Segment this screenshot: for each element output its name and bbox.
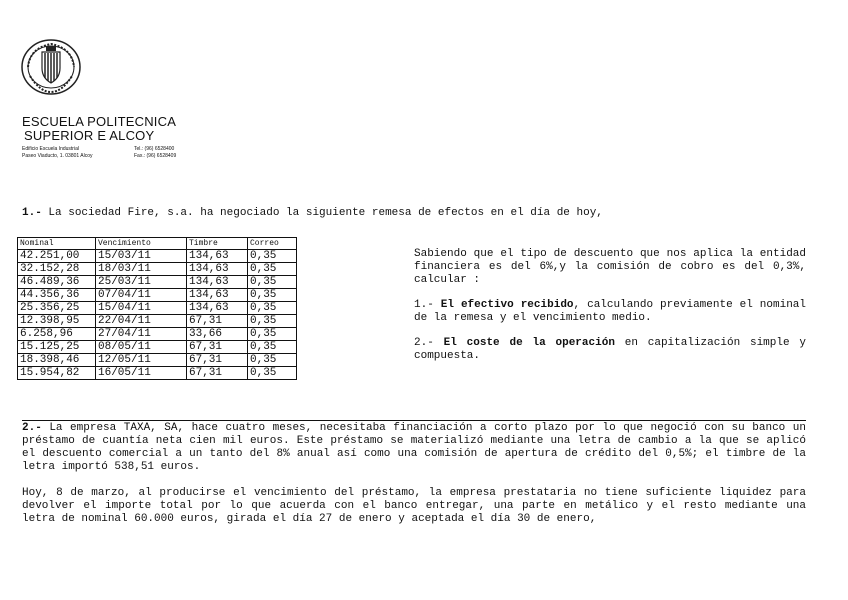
table-cell: 25.356,25 bbox=[18, 302, 96, 315]
table-cell: 15.125,25 bbox=[18, 341, 96, 354]
table-cell: 32.152,28 bbox=[18, 263, 96, 276]
table-cell: 0,35 bbox=[248, 328, 297, 341]
table-cell: 15.954,82 bbox=[18, 367, 96, 380]
problem-text: La sociedad Fire, s.a. ha negociado la siguiente remesa de efectos en el día de hoy, bbox=[41, 207, 603, 219]
table-cell: 08/05/11 bbox=[96, 341, 187, 354]
table-cell: 15/04/11 bbox=[96, 302, 187, 315]
problem-number: 2.- bbox=[22, 422, 42, 434]
question-text: , calculando previamente el nominal de la remesa y el vencimiento medio. bbox=[414, 299, 806, 324]
address-line: Paseo Viaducto, 1. 03801 Alcoy bbox=[22, 153, 93, 159]
table-cell: 0,35 bbox=[248, 341, 297, 354]
column-header-vencimiento: Vencimiento bbox=[96, 238, 187, 250]
table-cell: 12/05/11 bbox=[96, 354, 187, 367]
table-cell: 0,35 bbox=[248, 354, 297, 367]
problem1-questions bbox=[414, 248, 806, 375]
table-row bbox=[18, 276, 297, 289]
column-header-nominal: Nominal bbox=[18, 238, 96, 250]
table-row bbox=[18, 263, 297, 276]
table-row bbox=[18, 302, 297, 315]
problem2-paragraph-1 bbox=[22, 422, 806, 474]
problem1-intro bbox=[22, 207, 603, 219]
table-cell: 44.356,36 bbox=[18, 289, 96, 302]
table-cell: 18.398,46 bbox=[18, 354, 96, 367]
table-cell: 67,31 bbox=[187, 341, 248, 354]
university-seal-logo bbox=[20, 38, 82, 96]
table-cell: 0,35 bbox=[248, 289, 297, 302]
table-cell: 134,63 bbox=[187, 250, 248, 263]
column-header-timbre: Timbre bbox=[187, 238, 248, 250]
problem2 bbox=[22, 422, 806, 539]
table-cell: 0,35 bbox=[248, 302, 297, 315]
table-cell: 16/05/11 bbox=[96, 367, 187, 380]
table-cell: 15/03/11 bbox=[96, 250, 187, 263]
address-block bbox=[22, 146, 93, 160]
question-number: 1.- bbox=[414, 299, 434, 311]
table-cell: 134,63 bbox=[187, 289, 248, 302]
school-name bbox=[22, 115, 176, 143]
table-cell: 27/04/11 bbox=[96, 328, 187, 341]
table-cell: 0,35 bbox=[248, 250, 297, 263]
school-name-line1: ESCUELA POLITECNICA bbox=[22, 114, 177, 129]
table-row bbox=[18, 315, 297, 328]
table-cell: 22/04/11 bbox=[96, 315, 187, 328]
address-line: Edificio Escuela Industrial bbox=[22, 146, 79, 152]
contact-block bbox=[134, 146, 176, 160]
table-cell: 0,35 bbox=[248, 276, 297, 289]
table-body bbox=[18, 250, 297, 380]
table-row bbox=[18, 328, 297, 341]
problem-text: La empresa TAXA, SA, hace cuatro meses, necesitaba financiación a corto plazo por lo que negoció con su banco un préstamo de cuantía neta cien mil euros. Este préstamo se materializó mediante una letra de cambio a la que se aplicó el descuento comercial a un tanto del 8% anual así como una comisión de apertura de crédito del 0,5%; el timbre de la letra importó 538,51 euros. bbox=[22, 422, 806, 473]
question-title: El coste de la operación bbox=[443, 337, 615, 349]
table-row bbox=[18, 289, 297, 302]
table-header-row bbox=[18, 238, 297, 250]
question-1 bbox=[414, 299, 806, 325]
table-row bbox=[18, 341, 297, 354]
table-row bbox=[18, 367, 297, 380]
question-number: 2.- bbox=[414, 337, 434, 349]
given-data: Sabiendo que el tipo de descuento que nos aplica la entidad financiera es del 6%,y la comisión de cobro es del 0,3%, calcular : bbox=[414, 248, 806, 286]
table-cell: 67,31 bbox=[187, 354, 248, 367]
table-cell: 12.398,95 bbox=[18, 315, 96, 328]
section-divider bbox=[22, 420, 806, 421]
table-cell: 134,63 bbox=[187, 302, 248, 315]
table-cell: 134,63 bbox=[187, 263, 248, 276]
table-cell: 07/04/11 bbox=[96, 289, 187, 302]
table-cell: 25/03/11 bbox=[96, 276, 187, 289]
table-row bbox=[18, 250, 297, 263]
table-cell: 67,31 bbox=[187, 315, 248, 328]
remittance-table bbox=[17, 237, 297, 380]
table-cell: 0,35 bbox=[248, 367, 297, 380]
table-cell: 0,35 bbox=[248, 263, 297, 276]
table-cell: 46.489,36 bbox=[18, 276, 96, 289]
table-row bbox=[18, 354, 297, 367]
table-cell: 18/03/11 bbox=[96, 263, 187, 276]
phone-line: Tel.: (96) 6528400 bbox=[134, 146, 175, 152]
column-header-correo: Correo bbox=[248, 238, 297, 250]
table-cell: 6.258,96 bbox=[18, 328, 96, 341]
table-cell: 67,31 bbox=[187, 367, 248, 380]
problem2-paragraph-2: Hoy, 8 de marzo, al producirse el vencimiento del préstamo, la empresa prestataria no tiene suficiente liquidez para devolver el importe total por lo que acuerda con el banco entregar, una parte en metálico y el resto mediante una letra de nominal 60.000 euros, girada el día 27 de enero y aceptada el día 30 de enero, bbox=[22, 487, 806, 525]
question-title: El efectivo recibido bbox=[440, 299, 574, 311]
table-cell: 134,63 bbox=[187, 276, 248, 289]
table-cell: 33,66 bbox=[187, 328, 248, 341]
table-cell: 42.251,00 bbox=[18, 250, 96, 263]
problem-number: 1.- bbox=[22, 207, 42, 219]
table-cell: 0,35 bbox=[248, 315, 297, 328]
question-2 bbox=[414, 337, 806, 363]
school-name-line2: SUPERIOR E ALCOY bbox=[24, 128, 155, 143]
question-text: en capitalización simple y compuesta. bbox=[414, 337, 806, 362]
fax-line: Fax.: (96) 6528409 bbox=[134, 153, 177, 159]
